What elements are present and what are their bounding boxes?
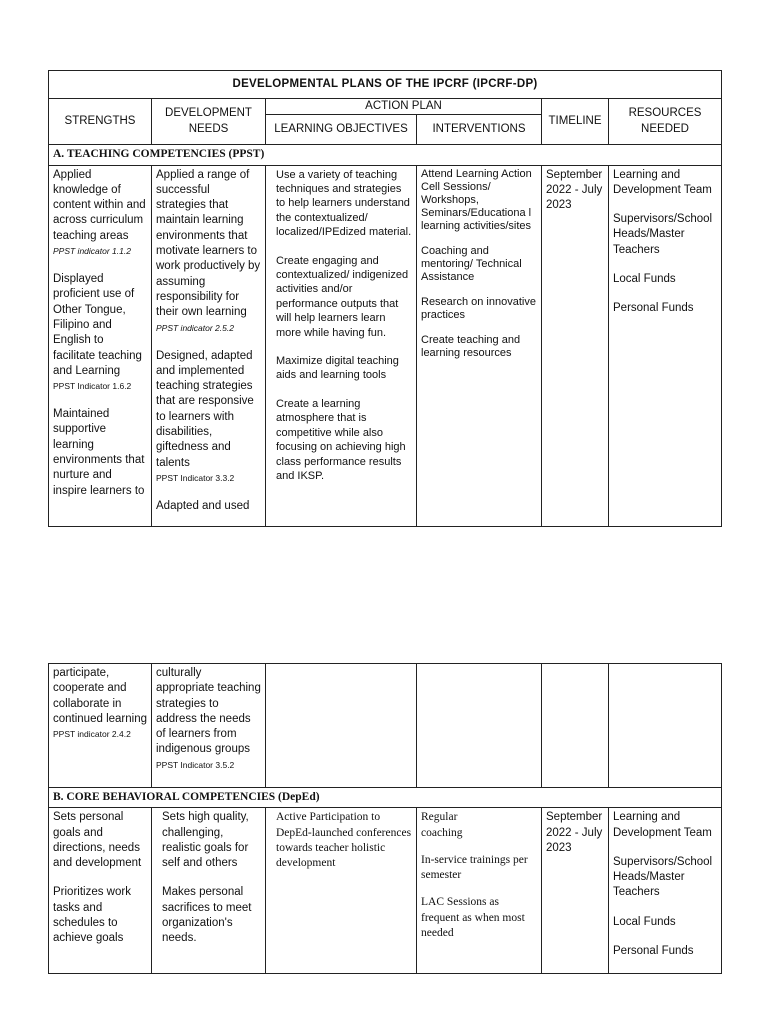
resource-item: Personal Funds (613, 302, 694, 315)
section-a-resources-cell (609, 165, 722, 526)
empty-cell (542, 664, 609, 788)
intervention-item: In-service trainings per semester (421, 853, 528, 882)
section-a-objectives-cell (266, 165, 417, 526)
ppst-indicator: PPST Indicator 3.5.2 (156, 759, 235, 770)
need-item: Adapted and used (156, 499, 250, 512)
ppst-indicator: PPST Indicator 3.3.2 (156, 472, 235, 483)
header-learning-objectives: LEARNING OBJECTIVES (266, 115, 417, 145)
objective-item: Active Participation to DepEd-launched conferences towards teacher holistic development (276, 811, 412, 870)
ipcrf-dp-table-part1 (48, 70, 722, 527)
strength-item-continued: participate, cooperate and collaborate in continued learning (53, 667, 147, 725)
ppst-indicator: PPST indicator 2.5.2 (156, 322, 234, 333)
intervention-item: Regular coaching (421, 811, 463, 839)
document-title: DEVELOPMENTAL PLANS OF THE IPCRF (IPCRF-DP) (49, 71, 722, 99)
objective-item: Use a variety of teaching techniques and strategies to help learners understand the contextualized/ localized/IPEdized material. (276, 168, 412, 239)
ppst-indicator: PPST indicator 2.4.2 (53, 729, 131, 740)
header-development-needs: DEVELOPMENT NEEDS (152, 99, 266, 145)
resource-item: Local Funds (613, 273, 676, 286)
section-b-interventions-cell (417, 808, 542, 974)
section-a-title: A. TEACHING COMPETENCIES (PPST) (49, 145, 722, 165)
section-a-needs-cell (152, 165, 266, 526)
intervention-item: Create teaching and learning resources (421, 333, 521, 359)
intervention-item: Coaching and mentoring/ Technical Assistance (421, 244, 522, 283)
header-strengths: STRENGTHS (49, 99, 152, 145)
section-b-needs-cell (152, 808, 266, 974)
ipcrf-dp-table-part2 (48, 663, 722, 974)
strength-item: Displayed proficient use of Other Tongue, Filipino and English to facilitate teaching and Learning (53, 273, 142, 377)
need-item: Applied a range of successful strategies that maintain learning environments that motivate learners to work productively by assuming responsibility for their own learning (156, 168, 261, 319)
intervention-item: LAC Sessions as frequent as when most needed (421, 896, 525, 940)
section-a-strengths-continued (49, 664, 152, 788)
section-b-strengths-cell (49, 808, 152, 974)
section-a-needs-continued (152, 664, 266, 788)
ppst-indicator: PPST indicator 1.1.2 (53, 246, 131, 257)
resource-item: Learning and Development Team (613, 168, 712, 196)
strength-item: Prioritizes work tasks and schedules to achieve goals (53, 886, 131, 945)
resource-item: Local Funds (613, 915, 676, 928)
resource-item: Supervisors/School Heads/Master Teachers (613, 855, 713, 899)
header-timeline: TIMELINE (542, 99, 609, 145)
resource-item: Personal Funds (613, 945, 694, 958)
ppst-indicator: PPST Indicator 1.6.2 (53, 381, 132, 392)
intervention-item: Attend Learning Action Cell Sessions/ Workshops, Seminars/Educationa l learning activities/sites (421, 167, 532, 232)
section-b-objectives-cell (266, 808, 417, 974)
resource-item: Learning and Development Team (613, 811, 712, 839)
intervention-item: Research on innovative practices (421, 295, 536, 321)
section-b-timeline-cell: September 2022 - July 2023 (542, 808, 609, 974)
section-b-resources-cell (609, 808, 722, 974)
section-a-interventions-cell (417, 165, 542, 526)
resource-item: Supervisors/School Heads/Master Teachers (613, 213, 713, 256)
need-item: Makes personal sacrifices to meet organization's needs. (162, 886, 252, 945)
objective-item: Create engaging and contextualized/ indigenized activities and/or performance outputs that will help learners learn more while having fun. (276, 254, 409, 339)
header-resources-needed: RESOURCES NEEDED (609, 99, 722, 145)
section-b-title: B. CORE BEHAVIORAL COMPETENCIES (DepEd) (49, 788, 722, 808)
strength-item: Sets personal goals and directions, needs and development (53, 811, 142, 870)
need-item-continued: culturally appropriate teaching strategies to address the needs of learners from indigenous groups (156, 667, 261, 756)
empty-cell (609, 664, 722, 788)
strength-item: Applied knowledge of content within and across curriculum teaching areas (53, 168, 146, 242)
header-action-plan: ACTION PLAN (266, 99, 542, 115)
objective-item: Create a learning atmosphere that is competitive while also focusing on achieving high class performance results and IKSP. (276, 397, 406, 482)
section-a-strengths-cell (49, 165, 152, 526)
strength-item: Maintained supportive learning environments that nurture and inspire learners to (53, 408, 145, 497)
need-item: Sets high quality, challenging, realistic goals for self and others (162, 811, 249, 870)
need-item: Designed, adapted and implemented teaching strategies that are responsive to learners with disabilities, giftedness and talents (156, 349, 254, 469)
objective-item: Maximize digital teaching aids and learning tools (276, 355, 399, 382)
section-a-timeline-cell: September 2022 - July 2023 (542, 165, 609, 526)
header-interventions: INTERVENTIONS (417, 115, 542, 145)
empty-cell (417, 664, 542, 788)
empty-cell (266, 664, 417, 788)
